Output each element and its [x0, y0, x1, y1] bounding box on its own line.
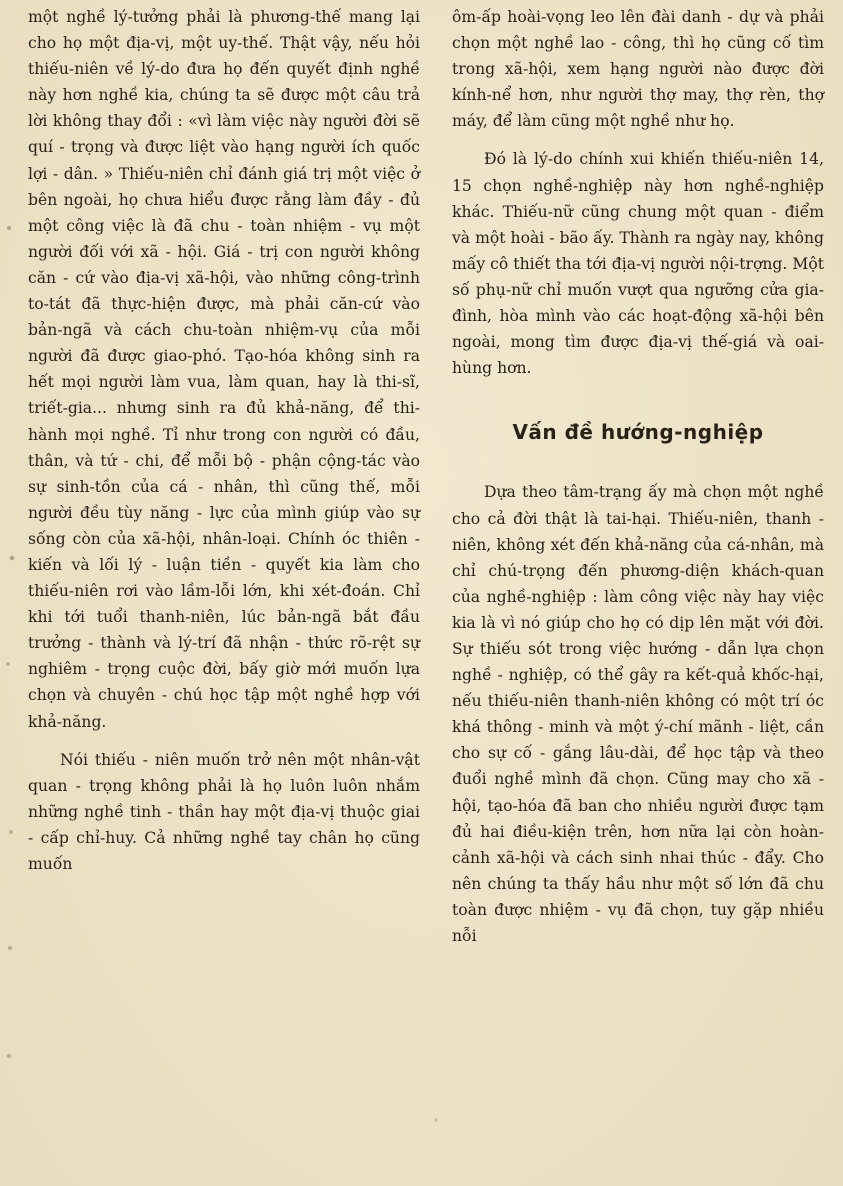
- paragraph: Dựa theo tâm-trạng ấy mà chọn một nghề cho cả đời thật là tai-hại. Thiếu-niên, thanh - niên, không xét đến khả-năng của cá-nhân, mà chỉ chú-trọng đến phương-diện khách-quan của nghề-nghiệp : làm công việc này hay việc kia là vì nó giúp cho họ có dịp lên mặt với đời. Sự thiếu sót trong việc hướng - dẫn lựa chọn nghề - nghiệp, có thể gây ra kết-quả khốc-hại, nếu thiếu-niên thanh-niên không có một trí óc khá thông - minh và một ý-chí mãnh - liệt, cần cho sự cố - gắng lâu-dài, để học tập và theo đuổi nghề mình đã chọn. Cũng may cho xã - hội, tạo-hóa đã ban cho nhiều người được tạm đủ hai điều-kiện trên, hơn nữa lại còn hoàn-cảnh xã-hội và cách sinh nhai thúc - đẩy. Cho nên chúng ta thấy hầu như một số lớn đã chu toàn được nhiệm - vụ đã chọn, tuy gặp nhiều nỗi: [452, 483, 824, 945]
- paragraph: một nghề lý-tưởng phải là phương-thế mang lại cho họ một địa-vị, một uy-thế. Thật vậy, nếu hỏi thiếu-niên về lý-do đưa họ đến quyết định nghề này hơn nghề kia, chúng ta sẽ được một câu trả lời không thay đổi : «vì làm việc này người đời sẽ quí - trọng và được liệt vào hạng người ích quốc lợi - dân. » Thiếu-niên chỉ đánh giá trị một việc ở bên ngoài, họ chưa hiểu được rằng làm đầy - đủ một công việc là đã chu - toàn nhiệm - vụ một người đối với xã - hội. Giá - trị con người không căn - cứ vào địa-vị xã-hội, vào những công-trình to-tát đã thực-hiện được, mà phải căn-cứ vào bản-ngã và cách chu-toàn nhiệm-vụ của mỗi người đã được giao-phó. Tạo-hóa không sinh ra hết mọi người làm vua, làm quan, hay là thi-sĩ, triết-gia... nhưng sinh ra đủ khả-năng, để thi-hành mọi nghề. Tỉ như trong con người có đầu, thân, và tứ - chi, để mỗi bộ - phận cộng-tác vào sự sinh-tồn của cá - nhân, thì cũng thế, mỗi người đều tùy năng - lực của mình giúp vào sự sống còn của xã-hội, nhân-loại. Chính óc thiên - kiến và lối lý - luận tiền - quyết kia làm cho thiếu-niên rơi vào lầm-lỗi lớn, khi xét-đoán. Chỉ khi tới tuổi thanh-niên, lúc bản-ngã bắt đầu trưởng - thành và lý-trí đã nhận - thức rõ-rệt sự nghiêm - trọng cuộc đời, bấy giờ mới muốn lựa chọn và chuyên - chú học tập một nghề hợp với khả-năng.: [28, 8, 420, 731]
- section-heading-text: Vấn đề hướng-nghiệp: [512, 420, 764, 445]
- paragraph: Đó là lý-do chính xui khiến thiếu-niên 14, 15 chọn nghề-nghiệp này hơn nghề-nghiệp khác. Thiếu-nữ cũng chung một quan - điểm và một hoài - bão ấy. Thành ra ngày nay, không mấy cô thiết tha tới địa-vị người nội-trợng. Một số phụ-nữ chỉ muốn vượt qua ngưỡng cửa gia-đình, hòa mình vào các hoạt-động xã-hội bên ngoài, mong tìm được địa-vị thế-giá và oai-hùng hơn.: [452, 150, 824, 378]
- paragraph: Nói thiếu - niên muốn trở nên một nhân-vật quan - trọng không phải là họ luôn luôn nhắm những nghề tinh - thần hay một địa-vị thuộc giai - cấp chỉ-huy. Cả những nghề tay chân họ cũng muốn: [28, 750, 420, 873]
- paragraph: ôm-ấp hoài-vọng leo lên đài danh - dự và phải chọn một nghề lao - công, thì họ cũng cố tìm trong xã-hội, xem hạng người nào được đời kính-nể hơn, như người thợ may, thợ rèn, thợ máy, để làm cũng một nghề như họ.: [452, 8, 824, 131]
- left-column: [28, 4, 420, 877]
- right-column: [452, 4, 824, 949]
- section-heading: [452, 419, 824, 445]
